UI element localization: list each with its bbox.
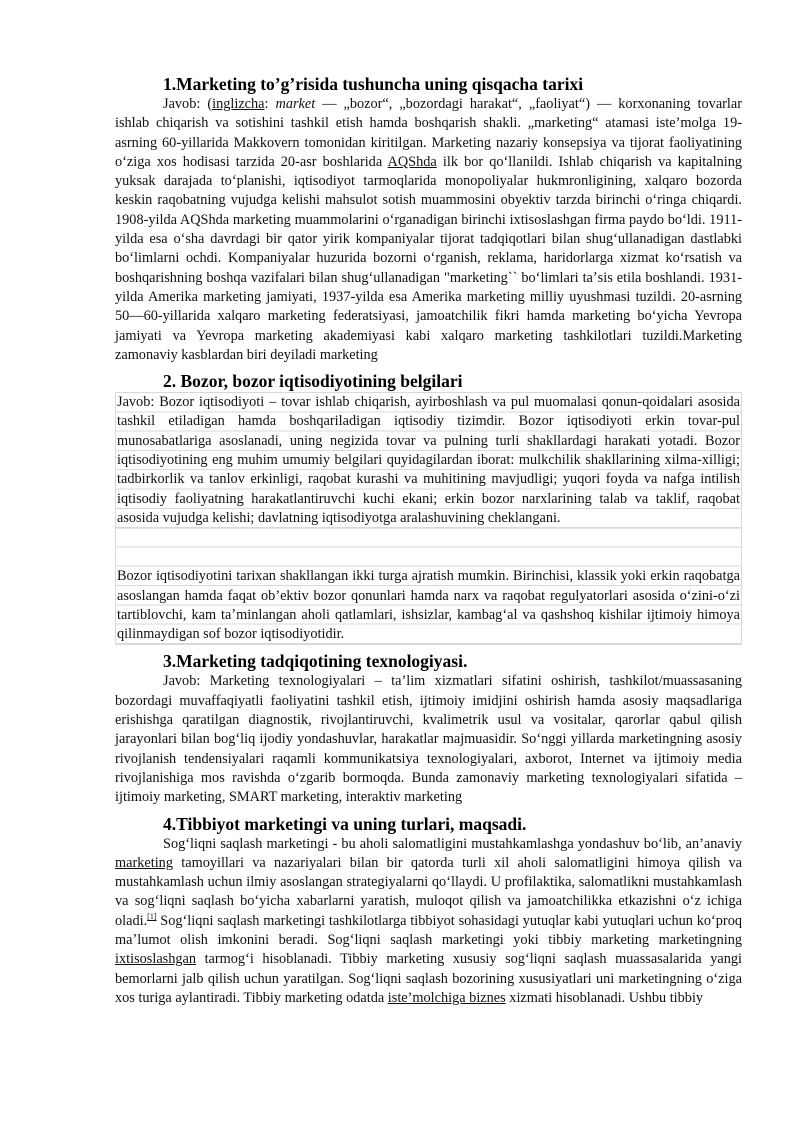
paren-open: ( — [207, 96, 213, 112]
link-marketing[interactable]: marketing — [115, 854, 173, 871]
answer-label: Javob: — [163, 96, 208, 112]
document-page — [115, 70, 742, 1008]
section-2-para-2: Bozor iqtisodiyotini tarixan shakllangan ikki turga ajratish mumkin. Birinchisi, klassik yoki erkin raqobatga asoslangan hamda faqat ob’ektiv bozor qonunlari hamda narx va raqobat regulyatorlari asosida oʻzini-oʻzi tartiblovchi, kam taʼminlangan aholi qatlamlari, ishsizlar, kambagʻal va qashshoq kishilar ijtimoiy himoya qilinmaydigan sof bozor iqtisodiyotidir. — [117, 568, 740, 643]
section-2-box — [115, 392, 742, 645]
section-2-para-1: Javob: Bozor iqtisodiyoti – tovar ishlab chiqarish, ayirboshlash va pul muomalasi qonun-qoidalari asosida tashkil etiladigan hamda boshqariladigan iqtisodiy tizimdir. Bozor iqtisodiyoti erkin tovar-pul munosabatlariga asoslanadi, uning negizida tovar va pulning turli shakllardagi harakati yotadi. Bozor iqtisodiyotining eng muhim umumiy belgilari quyidagilardan iborat: mulkchilik shakllarining xilma-xilligi; tadbirkorlik va tanlov erkinligi, raqobat kurashi va muhitining mavjudligi; yuqori foyda va nafga intilish iqtisodiy faoliyatning harakatlantiruvchi kuchi ekani; erkin bozor narxlarining talab va taklif, raqobat asosida vujudga kelishi; davlatning iqtisodiyotga aralashuvining cheklangani. — [117, 394, 740, 526]
body-text-b: tamoyillari va nazariyalari bilan bir qatorda turli xil aholi salomatligini himoya qilish va mustahkamlash uchun ilmiy asoslangan strategiyalarni qoʻllaydi. U profilaktika, salomatlikni mustahkamlash va sogʻliqni saqlash boʻyicha xabarlarni yaratish, muloqot qilish va jamoatchilikka etkazishni oʻz ichiga oladi. — [115, 854, 742, 929]
colon: : — [264, 96, 276, 112]
link-inglizcha[interactable]: inglizcha — [212, 96, 265, 112]
section-3-heading: 3.Marketing tadqiqotining texnologiyasi. — [163, 651, 468, 672]
body-text-d: tarmogʻi hisoblanadi. Tibbiy marketing xususiy sogʻliqni saqlash muassasalarida yangi bemorlarni jalb qilish uchun yaratilgan. Sogʻliqni saqlash bozorining xususiyatlari uni marketingning oʻziga xos turiga aylantiradi. Tibbiy marketing odatda — [115, 951, 742, 1006]
body-text-b: ilk bor qoʻllanildi. Ishlab chiqarish va kapitalning yuksak darajada toʻplanishi, iqtisodiyot tarmoqlarida monopoliyalar hukmronligining, xalqaro bozorda keskin raqobatning vujudga kelishi mahsulot sotish muammosini obyektiv tarzda birinchi oʻringa chiqardi. 1908-yilda AQShda marketing muammolarini oʻrganadigan birinchi ixtisoslashgan firma paydo boʻldi. 1911-yilda esa oʻsha davrdagi bir qator yirik kompaniyalar tijorat tadqiqotlari bilan shugʻullanadigan dastlabki boʻlimlarni ochdi. Kompaniyalar huzurida bozorni oʻrganish, reklama, haridorlarga xizmat koʻrsatish va boshqarishning boshqa vazifalari bilan shugʻullanadigan "marketing`` boʻlimlari taʼsis etila boshlandi. 1931-yilda Amerika marketing jamiyati, 1937-yilda esa Amerika marketing milliy uyushmasi tuzildi. 20-asrning 50—60-yillarida xalqaro marketing federatsiyasi, jamoatchilik fikri hamda marketing boʻyicha Yevropa jamiyati va Yevropa marketing akademiyasi kabi xalqaro marketing tashkilotlari tuzildi.Marketing zamonaviy kasblardan biri deyiladi marketing — [115, 153, 743, 363]
section-4-heading: 4.Tibbiyot marketingi va uning turlari, maqsadi. — [163, 813, 527, 834]
term-market: market — [275, 96, 316, 112]
section-3-body: Javob: Marketing texnologiyalari – ta’lim xizmatlari sifatini oshirish, tashkilot/muassasaning bozordagi muvaffaqiyatli faoliyatini tashkil etish, ijtimoiy imidjini oshirish hamda asosiy maqsadlariga erishishga qaratilgan diagnostik, rivojlantiruvchi, kvalimetrik usul va vositalar, qarorlar qabul qilish jarayonlari bilan bogʻliq ijodiy yondashuvlar, harakatlar majmuasidir. Soʻnggi yillarda marketingning asosiy rivojlanish tendensiyalari raqamli kommunikatsiya texnologiyalari, axborot, Internet va ijtimoiy media rivojlanishiga mos ravishda oʻzgarib bormoqda. Bunda zamonaviy marketing texnologiyalari sifatida – ijtimoiy marketing, SMART marketing, interaktiv marketing — [115, 673, 742, 806]
footnote-link[interactable]: [1] — [147, 911, 157, 921]
link-istemolchiga-biznes[interactable]: iste’molchiga biznes — [387, 989, 506, 1006]
empty-row — [116, 528, 741, 567]
body-text-a: Sogʻliqni saqlash marketingi - bu aholi salomatligini mustahkamlashga yondashuv boʻlib, an’anaviy — [163, 835, 742, 852]
section-2-heading: 2. Bozor, bozor iqtisodiyotining belgilari — [163, 371, 463, 392]
link-ixtisoslashgan[interactable]: ixtisoslashgan — [115, 951, 197, 968]
body-text-a: — „bozor“, „bozordagi harakat“, „faoliyat“) — korxonaning tovarlar ishlab chiqarish va sotishini tashkil etish hamda boshqarish shakli. „marketing“ atamasi iste’molga 19-asrning 60-yillarida Makkovern tomonidan kiritilgan. Marketing nazariy konsepsiya va tijorat faoliyatining oʻziga xos hodisasi tarzida 20-asr boshlarida — [115, 96, 743, 170]
body-text-c: Sogʻliqni saqlash marketingi tashkilotlarga tibbiyot sohasidagi yutuqlar kabi yutuqlari uchun koʻproq maʼlumot olish imkonini beradi. Sogʻliqni saqlash marketingi yoki tibbiy marketing marketingning — [115, 912, 742, 948]
body-text-e: xizmati hisoblanadi. Ushbu tibbiy — [505, 989, 704, 1006]
section-1-heading: 1.Marketing to’g’risida tushuncha uning qisqacha tarixi — [163, 74, 584, 94]
link-aqshda[interactable]: AQShda — [387, 153, 437, 170]
section-1-body — [115, 95, 742, 365]
section-4-body — [115, 835, 742, 1009]
